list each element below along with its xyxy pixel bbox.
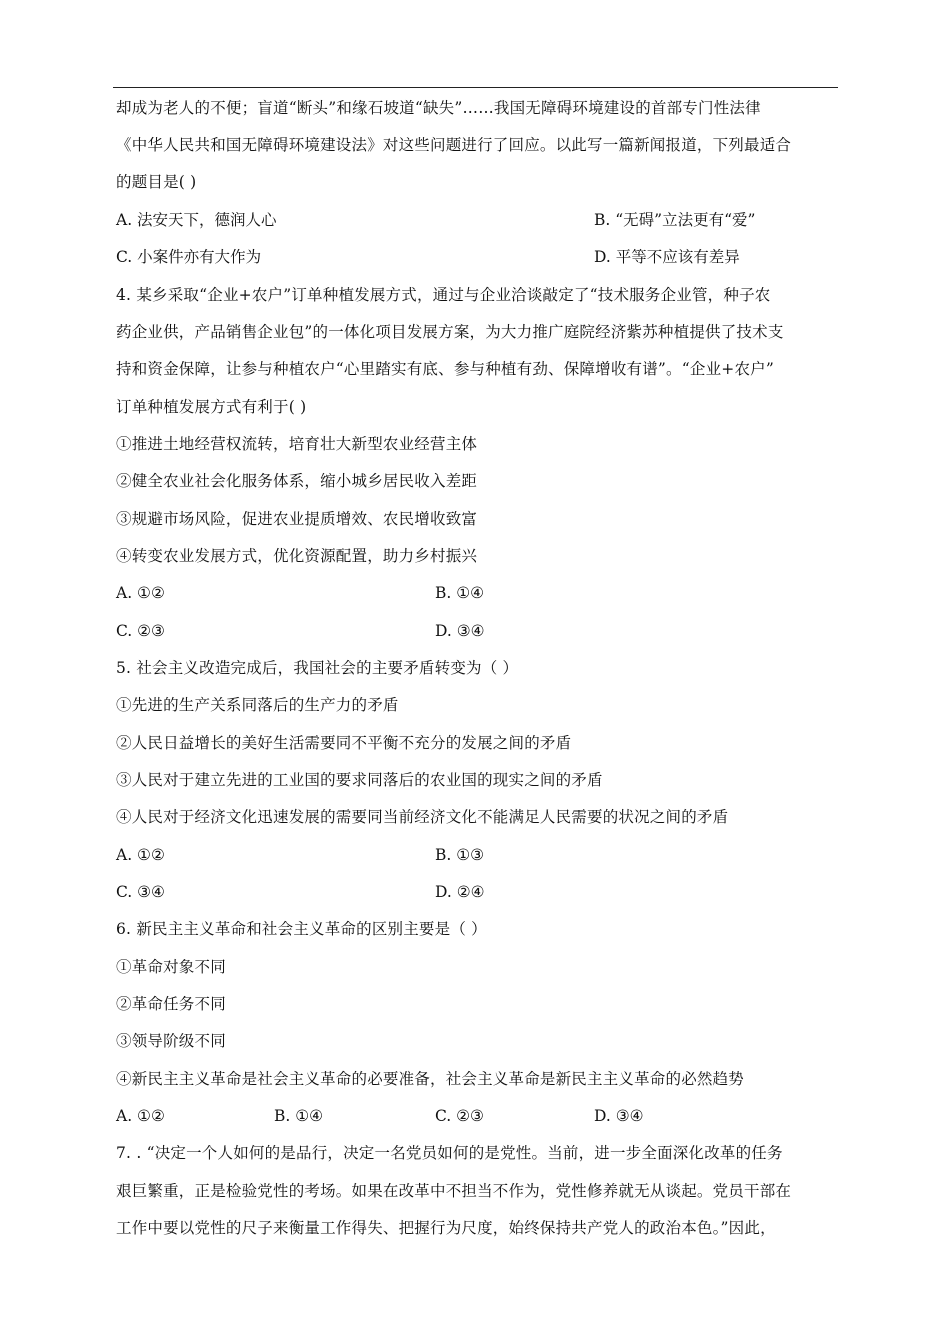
q5-item-3: ③人民对于建立先进的工业国的要求同落后的农业国的现实之间的矛盾 bbox=[116, 771, 603, 789]
q4-stem-line-2: 药企业供，产品销售企业包”的一体化项目发展方案，为大力推广庭院经济紫苏种植提供了技术支 bbox=[116, 323, 784, 341]
q5-option-c: C. ③④ bbox=[116, 883, 165, 901]
q4-stem-line-4: 订单种植发展方式有利于( ) bbox=[116, 398, 307, 416]
q4-option-a: A. ①② bbox=[116, 584, 165, 602]
q4-item-1: ①推进土地经营权流转，培育壮大新型农业经营主体 bbox=[116, 435, 478, 453]
q3-stem-line-1: 却成为老人的不便；盲道“断头”和缘石坡道“缺失”……我国无障碍环境建设的首部专门性法律 bbox=[116, 99, 761, 117]
q6-item-1: ①革命对象不同 bbox=[116, 958, 226, 976]
q4-item-4: ④转变农业发展方式，优化资源配置，助力乡村振兴 bbox=[116, 547, 478, 565]
q4-option-c: C. ②③ bbox=[116, 622, 165, 640]
q4-stem-line-3: 持和资金保障，让参与种植农户“心里踏实有底、参与种植有劲、保障增收有谱”。“企业+农户” bbox=[116, 360, 774, 378]
q7-stem-line-1: 7. . “决定一个人如何的是品行，决定一名党员如何的是党性。当前，进一步全面深化改革的任务 bbox=[116, 1144, 783, 1162]
q7-stem-line-3: 工作中要以党性的尺子来衡量工作得失、把握行为尺度，始终保持共产党人的政治本色。”因此， bbox=[116, 1219, 776, 1237]
q6-item-2: ②革命任务不同 bbox=[116, 995, 226, 1013]
q5-option-b: B. ①③ bbox=[435, 846, 485, 864]
q5-option-d: D. ②④ bbox=[435, 883, 485, 901]
q3-option-d: D. 平等不应该有差异 bbox=[594, 248, 740, 266]
q4-option-d: D. ③④ bbox=[435, 622, 485, 640]
q3-option-c: C. 小案件亦有大作为 bbox=[116, 248, 262, 266]
q3-stem-line-2: 《中华人民共和国无障碍环境建设法》对这些问题进行了回应。以此写一篇新闻报道，下列最适合 bbox=[116, 136, 792, 154]
q6-stem: 6. 新民主主义革命和社会主义革命的区别主要是（ ） bbox=[116, 920, 487, 938]
q7-stem-line-2: 艰巨繁重，正是检验党性的考场。如果在改革中不担当不作为，党性修养就无从谈起。党员干部在 bbox=[116, 1182, 792, 1200]
q5-item-2: ②人民日益增长的美好生活需要同不平衡不充分的发展之间的矛盾 bbox=[116, 734, 572, 752]
q6-option-b: B. ①④ bbox=[274, 1107, 324, 1125]
q6-option-d: D. ③④ bbox=[594, 1107, 644, 1125]
q5-item-4: ④人民对于经济文化迅速发展的需要同当前经济文化不能满足人民需要的状况之间的矛盾 bbox=[116, 808, 729, 826]
q3-stem-line-3: 的题目是( ) bbox=[116, 173, 197, 191]
q3-option-b: B. “无碍”立法更有“爱” bbox=[594, 211, 756, 229]
q5-item-1: ①先进的生产关系同落后的生产力的矛盾 bbox=[116, 696, 399, 714]
q3-option-a: A. 法安天下，德润人心 bbox=[116, 211, 277, 229]
q5-stem: 5. 社会主义改造完成后，我国社会的主要矛盾转变为（ ） bbox=[116, 659, 519, 677]
q4-item-3: ③规避市场风险，促进农业提质增效、农民增收致富 bbox=[116, 510, 478, 528]
header-rule bbox=[113, 87, 838, 88]
q4-option-b: B. ①④ bbox=[435, 584, 485, 602]
q6-item-4: ④新民主主义革命是社会主义革命的必要准备，社会主义革命是新民主主义革命的必然趋势 bbox=[116, 1070, 745, 1088]
q5-option-a: A. ①② bbox=[116, 846, 165, 864]
q4-item-2: ②健全农业社会化服务体系，缩小城乡居民收入差距 bbox=[116, 472, 478, 490]
q4-stem-line-1: 4. 某乡采取“企业+农户”订单种植发展方式，通过与企业洽谈敲定了“技术服务企业管，种子农 bbox=[116, 286, 771, 304]
q6-option-a: A. ①② bbox=[116, 1107, 165, 1125]
q6-option-c: C. ②③ bbox=[435, 1107, 484, 1125]
q6-item-3: ③领导阶级不同 bbox=[116, 1032, 226, 1050]
